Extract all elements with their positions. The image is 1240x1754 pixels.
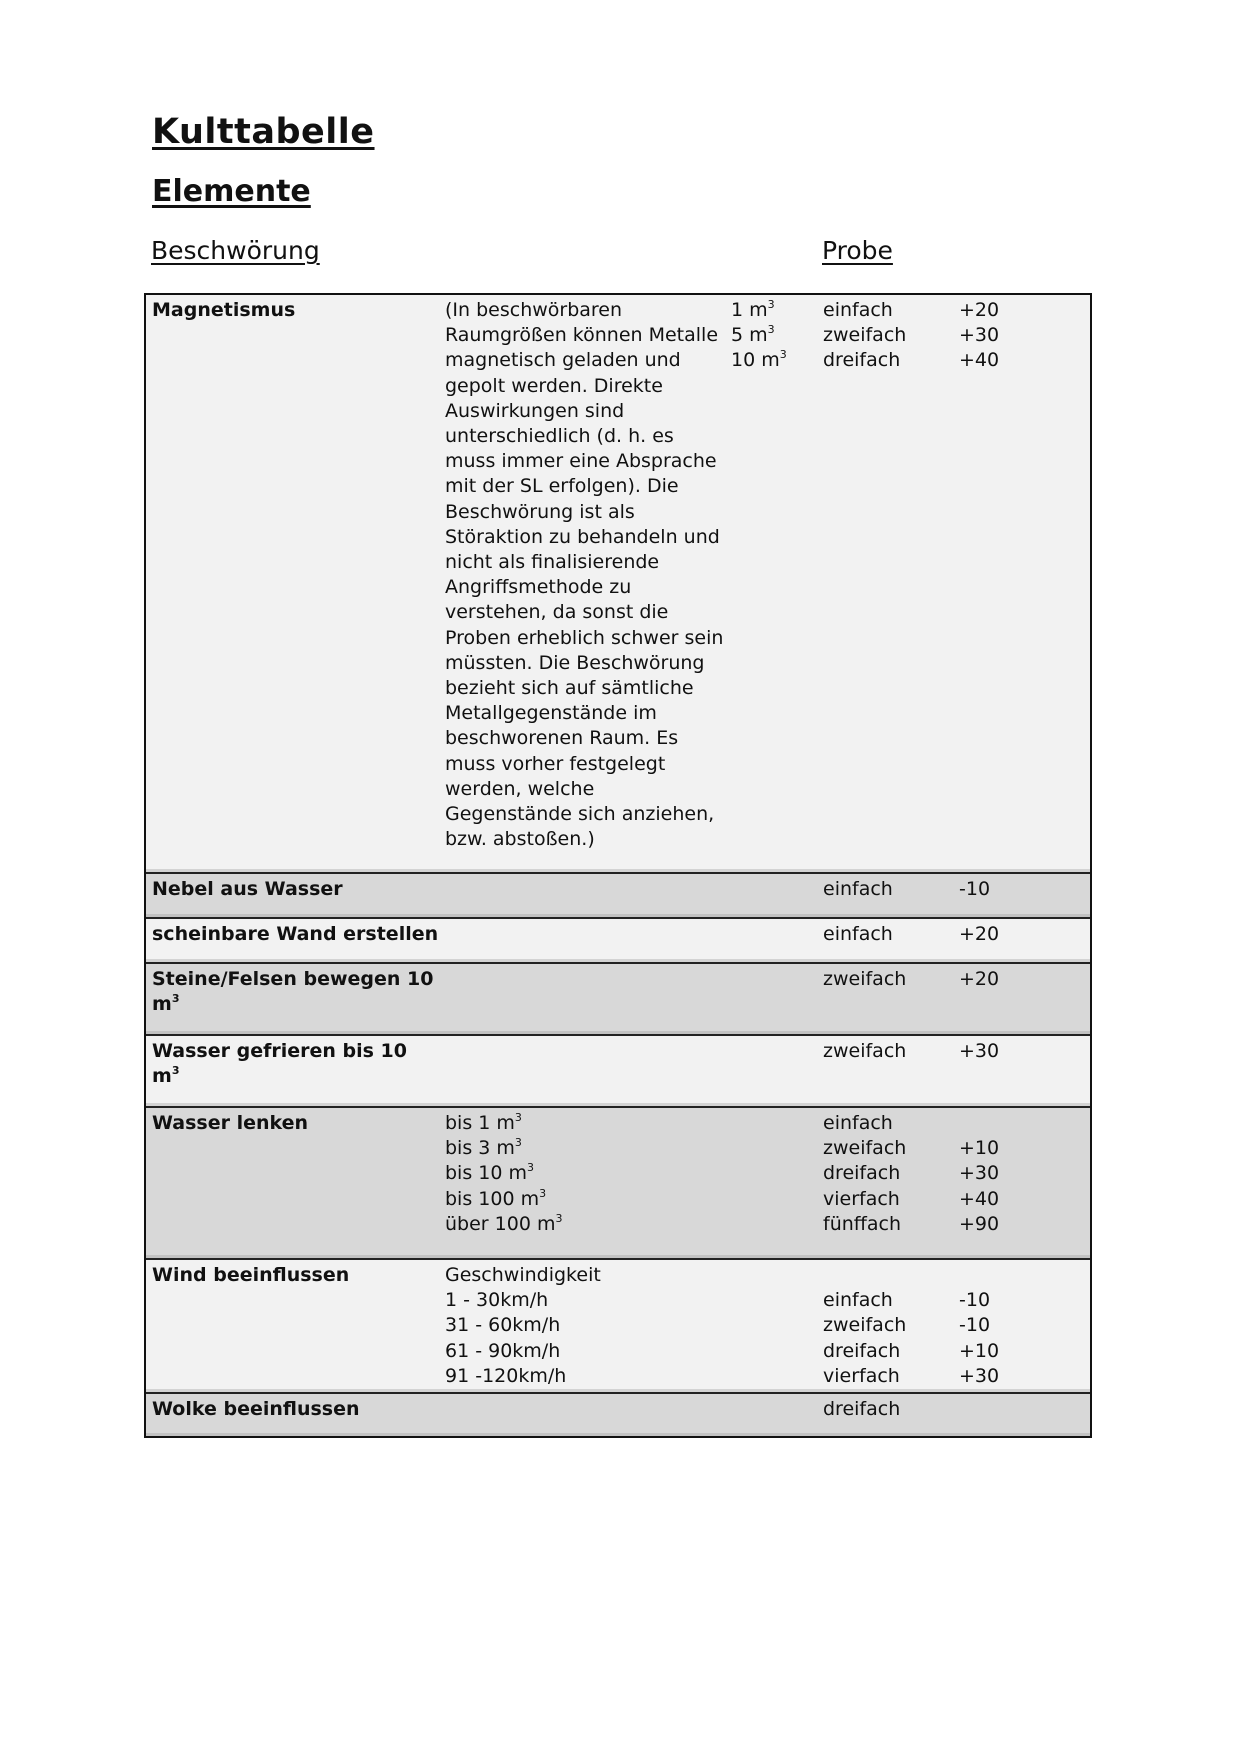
volume-range-exponent: 3 — [555, 1211, 563, 1225]
probe-modifier — [959, 1397, 1039, 1422]
row-modifiers — [959, 1039, 1039, 1064]
volume-value: 10 m — [731, 349, 780, 372]
volume-value: 1 m — [731, 299, 768, 321]
row-name — [152, 1111, 442, 1136]
table-row — [146, 962, 1090, 1034]
probe-level: einfach — [823, 299, 893, 321]
probe-modifier: +10 — [959, 1339, 1000, 1362]
description-line: Metallgegenstände im — [445, 702, 657, 725]
volume-exponent: 3 — [767, 298, 775, 311]
row-name — [152, 877, 442, 902]
row-name-line: Magnetismus — [152, 299, 296, 321]
row-divider-shadow — [146, 1433, 1090, 1436]
row-description — [445, 298, 725, 852]
probe-level: einfach — [823, 878, 893, 900]
probe-level: vierfach — [823, 1187, 900, 1210]
description-line: (In beschwörbaren — [445, 299, 623, 321]
row-name-line: Wolke beeinflussen — [152, 1398, 360, 1420]
probe-modifier: +30 — [959, 1162, 1000, 1185]
description-line: Proben erheblich schwer sein — [445, 626, 724, 649]
description-line: magnetisch geladen und — [445, 349, 681, 372]
table-row — [146, 1034, 1090, 1106]
probe-level: einfach — [823, 1289, 893, 1312]
row-volumes — [731, 298, 811, 374]
row-modifiers — [959, 298, 1039, 374]
volume-range-value: bis 100 m — [445, 1187, 540, 1210]
row-name-line: Wasser gefrieren bis 10 — [152, 1040, 407, 1062]
section-title: Elemente — [152, 174, 311, 209]
row-name — [152, 922, 442, 947]
volume-exponent: 3 — [779, 348, 787, 362]
probe-level: zweifach — [823, 324, 907, 347]
probe-level: dreifach — [823, 1339, 901, 1362]
volume-range-exponent: 3 — [514, 1136, 522, 1150]
volume-range-exponent: 3 — [527, 1161, 535, 1175]
volume-range-exponent: 3 — [539, 1186, 547, 1200]
description-line: Angriffsmethode zu — [445, 576, 632, 599]
table-row — [146, 1106, 1090, 1258]
probe-level: dreifach — [823, 1398, 901, 1420]
description-line: unterschiedlich (d. h. es — [445, 425, 674, 448]
probe-modifier: +20 — [959, 968, 1000, 990]
probe-level: zweifach — [823, 1137, 907, 1160]
probe-level: einfach — [823, 1112, 893, 1134]
probe-modifier — [959, 1263, 1039, 1288]
volume-range-value: bis 1 m — [445, 1112, 515, 1134]
column-heading-beschwoerung: Beschwörung — [151, 236, 320, 265]
row-name — [152, 1039, 442, 1089]
row-probe-levels — [823, 877, 943, 902]
row-modifiers — [959, 1397, 1039, 1422]
row-name — [152, 298, 442, 323]
row-modifiers — [959, 922, 1039, 947]
volume-range-exponent: 3 — [514, 1111, 522, 1124]
probe-level: fünffach — [823, 1212, 901, 1235]
probe-level — [823, 1263, 943, 1288]
probe-level: vierfach — [823, 1364, 900, 1387]
probe-modifier: -10 — [959, 1289, 991, 1312]
description-line: Auswirkungen sind — [445, 399, 625, 422]
row-modifiers — [959, 877, 1039, 902]
description-line: Störaktion zu behandeln und — [445, 525, 720, 548]
row-name-line: Steine/Felsen bewegen 10 — [152, 968, 434, 990]
row-probe-levels — [823, 922, 943, 947]
table-row — [146, 917, 1090, 962]
description-line: bzw. abstoßen.) — [445, 828, 595, 851]
probe-modifier — [959, 1111, 1039, 1136]
row-modifiers — [959, 967, 1039, 992]
volume-range — [445, 1111, 725, 1136]
volume-exponent: 3 — [767, 323, 775, 337]
row-description — [445, 1263, 725, 1389]
volume — [731, 298, 811, 323]
row-probe-levels — [823, 1263, 943, 1389]
volume-range-value: bis 3 m — [445, 1137, 515, 1160]
probe-modifier: +90 — [959, 1212, 1000, 1235]
probe-level: dreifach — [823, 349, 901, 372]
probe-level: einfach — [823, 923, 893, 945]
row-name — [152, 1263, 442, 1288]
probe-level: zweifach — [823, 968, 907, 990]
table-row — [146, 1392, 1090, 1436]
description-line: müssten. Die Beschwörung — [445, 651, 705, 674]
volume-range — [445, 1136, 725, 1161]
description-line: muss vorher festgelegt — [445, 752, 666, 775]
description-line: werden, welche — [445, 777, 595, 800]
volume-range-value: bis 10 m — [445, 1162, 528, 1185]
probe-level: zweifach — [823, 1040, 907, 1062]
document-title: Kulttabelle — [152, 112, 375, 152]
probe-modifier: +30 — [959, 1040, 1000, 1062]
row-name — [152, 1397, 442, 1422]
probe-modifier: -10 — [959, 878, 991, 900]
row-name-line: scheinbare Wand erstellen — [152, 923, 439, 945]
row-name-line: Wind beeinflussen — [152, 1264, 350, 1286]
volume-range — [445, 1161, 725, 1186]
probe-modifier: +30 — [959, 1364, 1000, 1387]
description-line: Raumgrößen können Metalle — [445, 324, 719, 347]
row-name-line: $m^3$ — [152, 1064, 180, 1088]
table-row — [146, 1258, 1090, 1392]
row-modifiers — [959, 1111, 1039, 1237]
probe-modifier: +40 — [959, 349, 1000, 372]
row-modifiers — [959, 1263, 1039, 1389]
description-line: beschworenen Raum. Es — [445, 727, 679, 750]
volume-range — [445, 1212, 725, 1237]
description-line: 91 -120km/h — [445, 1364, 567, 1387]
row-name — [152, 967, 442, 1017]
probe-modifier: +30 — [959, 324, 1000, 347]
cult-table — [144, 293, 1092, 1438]
probe-level: zweifach — [823, 1314, 907, 1337]
row-probe-levels — [823, 1111, 943, 1237]
description-line: verstehen, da sonst die — [445, 601, 669, 624]
row-name-line: Wasser lenken — [152, 1112, 309, 1134]
volume — [731, 348, 811, 373]
volume-range — [445, 1187, 725, 1212]
description-line: Beschwörung ist als — [445, 500, 635, 523]
volume-range-value: über 100 m — [445, 1212, 556, 1235]
description-line: nicht als finalisierende — [445, 551, 660, 574]
row-name-line: $m^3$ — [152, 992, 180, 1016]
row-probe-levels — [823, 967, 943, 992]
row-probe-levels — [823, 1397, 943, 1422]
table-row — [146, 872, 1090, 917]
description-line: bezieht sich auf sämtliche — [445, 677, 694, 700]
probe-level: dreifach — [823, 1162, 901, 1185]
description-line: muss immer eine Absprache — [445, 450, 717, 473]
row-name-line: Nebel aus Wasser — [152, 878, 343, 900]
description-line: gepolt werden. Direkte — [445, 374, 663, 397]
probe-modifier: +20 — [959, 923, 1000, 945]
description-line: Gegenstände sich anziehen, — [445, 803, 715, 826]
description-line: mit der SL erfolgen). Die — [445, 475, 679, 498]
description-line: 31 - 60km/h — [445, 1314, 561, 1337]
probe-modifier: +20 — [959, 299, 1000, 321]
row-probe-levels — [823, 298, 943, 374]
volume — [731, 323, 811, 348]
volume-value: 5 m — [731, 324, 768, 347]
probe-modifier: -10 — [959, 1314, 991, 1337]
description-line: 1 - 30km/h — [445, 1289, 549, 1312]
row-description — [445, 1111, 725, 1237]
probe-modifier: +10 — [959, 1137, 1000, 1160]
description-line: Geschwindigkeit — [445, 1264, 601, 1286]
probe-modifier: +40 — [959, 1187, 1000, 1210]
description-line: 61 - 90km/h — [445, 1339, 561, 1362]
table-row — [146, 295, 1090, 872]
row-probe-levels — [823, 1039, 943, 1064]
column-heading-probe: Probe — [822, 236, 893, 265]
